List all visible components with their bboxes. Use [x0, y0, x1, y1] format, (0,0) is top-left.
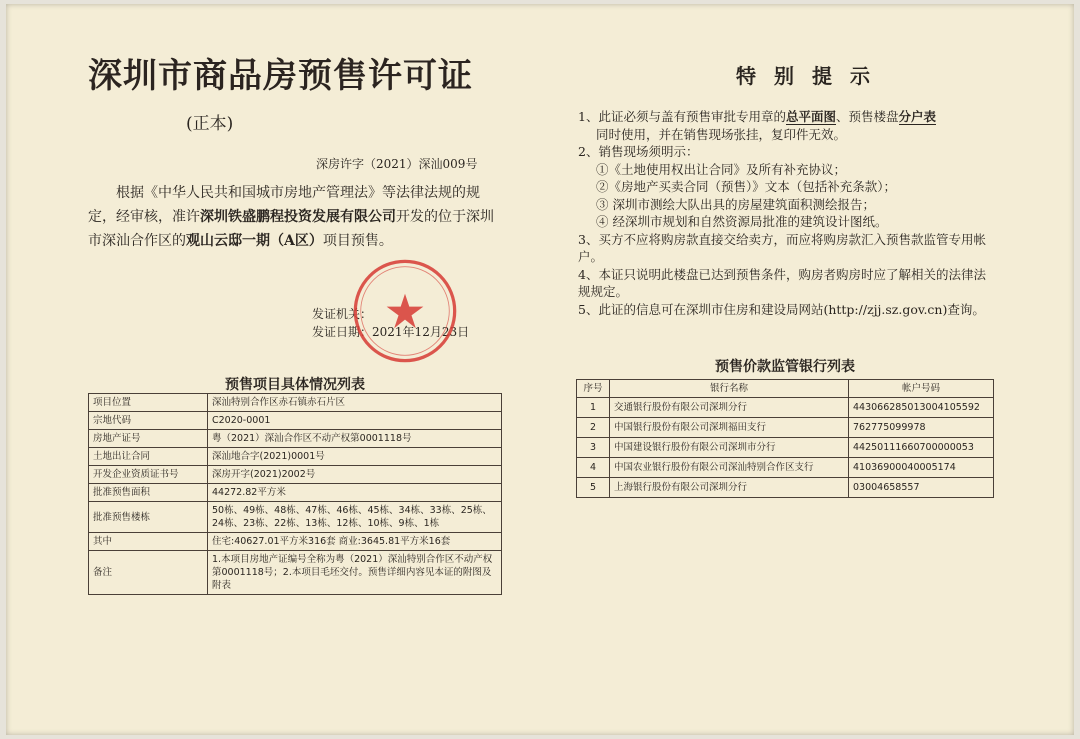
notice-title: 特别提示 — [736, 64, 888, 88]
bank-table-header — [577, 380, 994, 398]
project-row-key: 宗地代码 — [89, 412, 208, 430]
bank-row-name: 交通银行股份有限公司深圳分行 — [610, 398, 849, 418]
bank-row-no: 2 — [577, 418, 610, 438]
notice-item-3: 3、买方不应将购房款直接交给卖方，而应将购房款汇入预售款监管专用帐户。 — [578, 231, 986, 264]
project-row-value: 1.本项目房地产证编号全称为粤（2021）深汕特别合作区不动产权第0001118号；2.本项目毛坯交付。预售详细内容见本证的附图及附表 — [208, 551, 502, 595]
bank-row-account: 41036900040005174 — [849, 458, 994, 478]
approval-text-2: 开发的位于深圳市深汕合作区的 — [88, 209, 494, 249]
notice-item-1: 1、此证必须与盖有预售审批专用章的总平面图、预售楼盘分户表 同时使用，并在销售现场张挂，复印件无效。 — [578, 109, 937, 142]
project-row-value: 深汕地合字(2021)0001号 — [208, 448, 502, 466]
project-row — [89, 551, 502, 595]
project-row-value: 44272.82平方米 — [208, 484, 502, 502]
col-header-no: 序号 — [577, 380, 610, 398]
approval-text-1: 根据《中华人民共和国城市房地产管理法》等法律法规的规定，经审核，准许 — [88, 185, 480, 225]
bank-row-account: 443066285013004105592 — [849, 398, 994, 418]
site-plan-term: 总平面图 — [785, 109, 836, 124]
notice-item-4: 4、本证只说明此楼盘已达到预售条件，购房者购房时应了解相关的法律法规规定。 — [578, 266, 986, 299]
bank-row — [577, 438, 994, 458]
notice-list — [578, 108, 988, 318]
project-row-key: 土地出让合同 — [89, 448, 208, 466]
project-row-key: 开发企业资质证书号 — [89, 466, 208, 484]
project-table-title: 预售项目具体情况列表 — [225, 377, 365, 393]
bank-table-title: 预售价款监管银行列表 — [715, 359, 855, 375]
project-name: 观山云邸一期（A区） — [186, 233, 323, 249]
project-row-value: 50栋、49栋、48栋、47栋、46栋、45栋、34栋、33栋、25栋、24栋、23栋、22栋、13栋、12栋、10栋、9栋、1栋 — [208, 502, 502, 533]
project-row-value: 住宅:40627.01平方米316套 商业:3645.81平方米16套 — [208, 533, 502, 551]
notice-item-2-1: ①《土地使用权出让合同》及所有补充协议； — [596, 161, 847, 177]
issue-date-label: 发证日期： — [312, 325, 373, 339]
project-row-key: 其中 — [89, 533, 208, 551]
project-row — [89, 502, 502, 533]
unit-table-term: 分户表 — [898, 109, 937, 124]
developer-name: 深圳铁盛鹏程投资发展有限公司 — [200, 209, 396, 225]
project-row-key: 批准预售面积 — [89, 484, 208, 502]
project-details-table — [88, 393, 502, 595]
project-row — [89, 430, 502, 448]
project-row-value: 深房开字(2021)2002号 — [208, 466, 502, 484]
bank-row-name: 中国建设银行股份有限公司深圳市分行 — [610, 438, 849, 458]
bank-row-name: 中国银行股份有限公司深圳福田支行 — [610, 418, 849, 438]
bank-row-account: 03004658557 — [849, 478, 994, 498]
notice-item-2: 2、销售现场须明示： — [578, 144, 699, 159]
bank-table — [576, 379, 994, 498]
project-row-value: 粤（2021）深汕合作区不动产权第0001118号 — [208, 430, 502, 448]
copy-type-label: (正本) — [186, 114, 234, 134]
project-row — [89, 412, 502, 430]
project-row-key: 批准预售楼栋 — [89, 502, 208, 533]
project-row — [89, 533, 502, 551]
project-row-key: 项目位置 — [89, 394, 208, 412]
certificate-sheet — [6, 4, 1074, 735]
bank-row-no: 5 — [577, 478, 610, 498]
bank-row-name: 中国农业银行股份有限公司深汕特别合作区支行 — [610, 458, 849, 478]
notice-item-2-3: ③ 深圳市测绘大队出具的房屋建筑面积测绘报告； — [596, 196, 875, 212]
permit-number: 深房许字（2021）深汕009号 — [316, 157, 478, 171]
project-row — [89, 466, 502, 484]
bank-row-no: 4 — [577, 458, 610, 478]
bank-row — [577, 458, 994, 478]
bank-row-account: 44250111660700000053 — [849, 438, 994, 458]
notice-item-5: 5、此证的信息可在深圳市住房和建设局网站(http://zjj.sz.gov.cn)查询。 — [578, 301, 985, 317]
approval-text-3: 项目预售。 — [322, 233, 393, 249]
bank-row — [577, 398, 994, 418]
project-row — [89, 484, 502, 502]
certificate-title: 深圳市商品房预售许可证 — [88, 56, 473, 96]
bank-row-no: 3 — [577, 438, 610, 458]
project-row-value: 深汕特别合作区赤石镇赤石片区 — [208, 394, 502, 412]
project-row — [89, 448, 502, 466]
bank-row — [577, 418, 994, 438]
project-row-value: C2020-0001 — [208, 412, 502, 430]
bank-row — [577, 478, 994, 498]
approval-paragraph — [88, 181, 498, 253]
issuer-label: 发证机关： — [312, 307, 373, 321]
bank-row-account: 762775099978 — [849, 418, 994, 438]
notice-item-2-2: ②《房地产买卖合同（预售）》文本（包括补充条款）； — [596, 179, 897, 194]
project-row-key: 房地产证号 — [89, 430, 208, 448]
project-row — [89, 394, 502, 412]
project-row-key: 备注 — [89, 551, 208, 595]
notice-item-2-4: ④ 经深圳市规划和自然资源局批准的建筑设计图纸。 — [596, 214, 888, 229]
col-header-bank: 银行名称 — [610, 380, 849, 398]
issue-date: 2021年12月23日 — [372, 325, 470, 339]
bank-row-name: 上海银行股份有限公司深圳分行 — [610, 478, 849, 498]
bank-row-no: 1 — [577, 398, 610, 418]
official-seal-icon — [351, 257, 459, 365]
col-header-account: 帐户号码 — [849, 380, 994, 398]
